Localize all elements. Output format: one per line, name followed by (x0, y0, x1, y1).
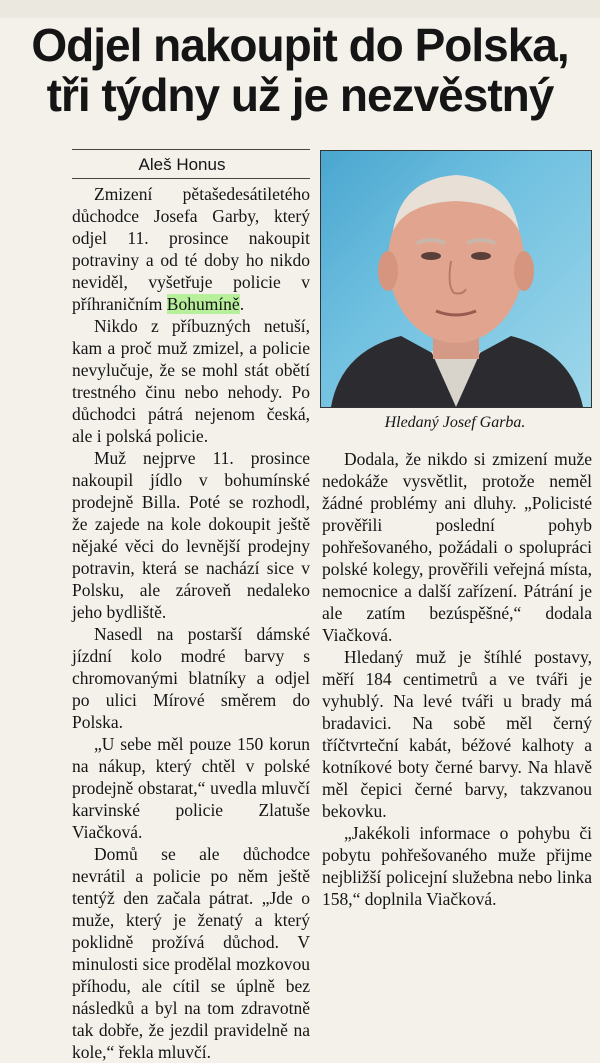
paragraph-9: „Jakékoli informace o pohybu či pobytu pohřešovaného muže přijme nejbližší policejní služebna nebo linka 158,“ doplnila Viačková. (322, 823, 592, 909)
paragraph-4: Nasedl na postarší dámské jízdní kolo modré barvy s chromovanými blatníky a odjel po ulici Mírové směrem do Polska. (72, 624, 310, 732)
previous-article-strip (0, 0, 600, 18)
byline-rule-top (72, 149, 310, 150)
headline-line-2: tři týdny už je nezvěstný (46, 69, 554, 121)
article-column-right (322, 448, 592, 910)
byline-rule-bottom (72, 178, 310, 179)
headline (0, 20, 600, 120)
paragraph-1: Zmizení pětašedesátiletého důchodce Josefa Garby, který odjel 11. prosince nakoupit potraviny a od té doby ho nikdo neviděl, vyšetřuje policie v příhraničním Bohumíně. (72, 184, 310, 314)
article-column-left (72, 183, 310, 1063)
paragraph-8: Hledaný muž je štíhlé postavy, měří 184 centimetrů a ve tváři je vyhublý. Na levé tváři u brady má bradavici. Na sobě měl černý tříčtvrteční kabát, béžové kalhoty a kotníkové boty černé barvy. Na hlavě měl čepici černé barvy, takzvanou bekovku. (322, 647, 592, 821)
highlighted-place-name: Bohumíně (166, 294, 240, 314)
photo-caption: Hledaný Josef Garba. (384, 414, 526, 431)
headline-line-1: Odjel nakoupit do Polska, (31, 19, 569, 71)
photo-missing-man (320, 150, 592, 408)
paragraph-3: Muž nejprve 11. prosince nakoupil jídlo v bohumínské prodejně Billa. Poté se rozhodl, že zajede na kole dokoupit ještě nějaké věci do levnější prodejny potravin, která se nachází sice v Polsku, ale zároveň nedaleko jeho bydliště. (72, 448, 310, 622)
paragraph-6: Domů se ale důchodce nevrátil a policie po něm ještě tentýž den začala pátrat. „Jde o muže, který je ženatý a který poklidně prožívá důchod. V minulosti sice prodělal mozkovou příhodu, ale cítil se úplně bez následků a byl na tom zdravotně tak dobře, že jezdil pravidelně na kole,“ řekla mluvčí. (72, 844, 310, 1062)
paragraph-2: Nikdo z příbuzných netuší, kam a proč muž zmizel, a policie nevylučuje, že se mohl stát obětí trestného činu nebo nehody. Po důchodci pátrá nejenom česká, ale i polská policie. (72, 316, 310, 446)
byline: Aleš Honus (138, 155, 226, 174)
paragraph-5: „U sebe měl pouze 150 korun na nákup, který chtěl v polské prodejně obstarat,“ uvedla mluvčí karvinské policie Zlatuše Viačková. (72, 734, 310, 842)
portrait-illustration (321, 151, 591, 407)
paragraph-7: Dodala, že nikdo si zmizení muže nedokáže vysvětlit, protože neměl žádné problémy ani dluhy. „Policisté prověřili poslední pohyb pohřešovaného, požádali o spolupráci polské kolegy, prověřili veřejná místa, nemocnice a další zařízení. Pátrání je ale zatím bezúspěšné,“ dodala Viačková. (322, 449, 592, 645)
